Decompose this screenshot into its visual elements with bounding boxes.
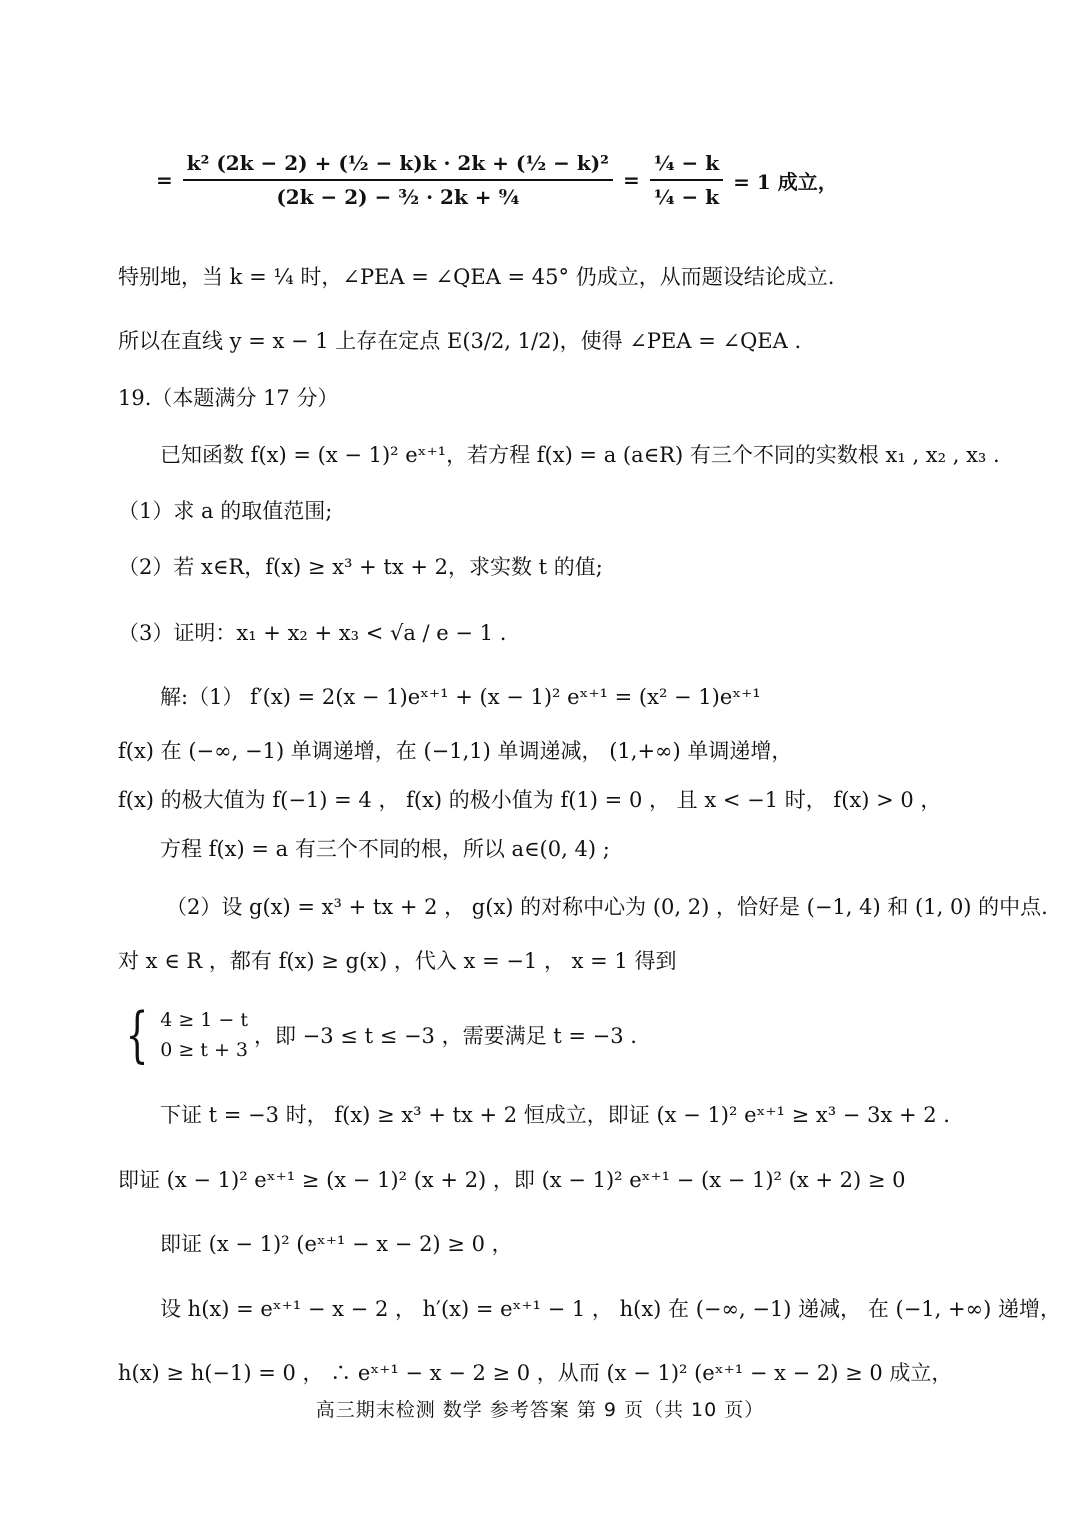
- fraction-second: [650, 151, 723, 209]
- fraction-second-numerator: ¼ − k: [650, 151, 723, 181]
- display-formula: [152, 125, 842, 235]
- cases-conclusion: ，即 −3 ≤ t ≤ −3 ，需要满足 t = −3 .: [254, 1024, 637, 1048]
- formula-equals: =: [622, 168, 640, 192]
- fraction-second-denominator: ¼ − k: [653, 185, 720, 209]
- solution-part2-setup: （2）设 g(x) = x³ + tx + 2 ， g(x) 的对称中心为 (0, 2) ，恰好是 (−1, 4) 和 (1, 0) 的中点.: [166, 895, 1048, 919]
- case-line-2: 0 ≥ t + 3: [160, 1039, 248, 1061]
- fraction-main-denominator: (2k − 2) − ³⁄₂ · 2k + ⁹⁄₄: [276, 185, 520, 209]
- fraction-main: [183, 151, 613, 209]
- fraction-main-numerator: k² (2k − 2) + (½ − k)k · 2k + (½ − k)²: [183, 151, 613, 181]
- formula-suffix: = 1 成立，: [733, 169, 838, 194]
- text-line-fixed-point: 所以在直线 y = x − 1 上存在定点 E(3/2, 1/2)，使得 ∠PEA = ∠QEA .: [118, 329, 802, 353]
- solution-extrema: f(x) 的极大值为 f(−1) = 4 ， f(x) 的极小值为 f(1) = 0 ， 且 x < −1 时， f(x) > 0 ，: [118, 788, 942, 812]
- page-footer: 高三期末检测 数学 参考答案 第 9 页（共 10 页）: [315, 1399, 765, 1421]
- sub-question-1: （1）求 a 的取值范围;: [118, 499, 333, 523]
- left-brace-icon: {: [125, 1000, 149, 1070]
- proof-step-2: 即证 (x − 1)² (eˣ⁺¹ − x − 2) ≥ 0 ，: [160, 1232, 513, 1256]
- formula-prefix: =: [156, 168, 173, 192]
- solution-derivative: 解:（1） f′(x) = 2(x − 1)eˣ⁺¹ + (x − 1)² eˣ⁺¹ = (x² − 1)eˣ⁺¹: [160, 685, 761, 709]
- solution-monotonicity: f(x) 在 (−∞, −1) 单调递增，在 (−1,1) 单调递减， (1,+∞) 单调递增，: [118, 739, 793, 763]
- proof-step-4: h(x) ≥ h(−1) = 0 ， ∴ eˣ⁺¹ − x − 2 ≥ 0 ，从而 (x − 1)² (eˣ⁺¹ − x − 2) ≥ 0 成立，: [118, 1361, 953, 1385]
- question-statement: 已知函数 f(x) = (x − 1)² eˣ⁺¹，若方程 f(x) = a (a∈R) 有三个不同的实数根 x₁ , x₂ , x₃ .: [160, 443, 1000, 467]
- proof-claim: 下证 t = −3 时， f(x) ≥ x³ + tx + 2 恒成立，即证 (x − 1)² eˣ⁺¹ ≥ x³ − 3x + 2 .: [160, 1103, 950, 1127]
- sub-question-3: （3）证明：x₁ + x₂ + x₃ < √a / e − 1 .: [118, 621, 507, 645]
- cases-list: [160, 1005, 248, 1065]
- proof-step-3: 设 h(x) = eˣ⁺¹ − x − 2 ， h′(x) = eˣ⁺¹ − 1 ， h(x) 在 (−∞, −1) 递减， 在 (−1, +∞) 递增，: [160, 1297, 1061, 1321]
- case-line-1: 4 ≥ 1 − t: [160, 1009, 248, 1031]
- system-of-inequalities: [118, 1000, 637, 1070]
- question-heading: 19.（本题满分 17 分）: [118, 386, 339, 410]
- solution-substitute: 对 x ∈ R ，都有 f(x) ≥ g(x) ，代入 x = −1 ， x = 1 得到: [118, 949, 677, 973]
- text-line-special-case: 特别地，当 k = ¼ 时，∠PEA = ∠QEA = 45° 仍成立，从而题设结论成立.: [118, 265, 835, 289]
- sub-question-2: （2）若 x∈R，f(x) ≥ x³ + tx + 2，求实数 t 的值;: [118, 555, 603, 579]
- proof-step-1: 即证 (x − 1)² eˣ⁺¹ ≥ (x − 1)² (x + 2) ，即 (x − 1)² eˣ⁺¹ − (x − 1)² (x + 2) ≥ 0: [118, 1168, 906, 1192]
- solution-range: 方程 f(x) = a 有三个不同的根，所以 a∈(0, 4) ;: [160, 837, 610, 861]
